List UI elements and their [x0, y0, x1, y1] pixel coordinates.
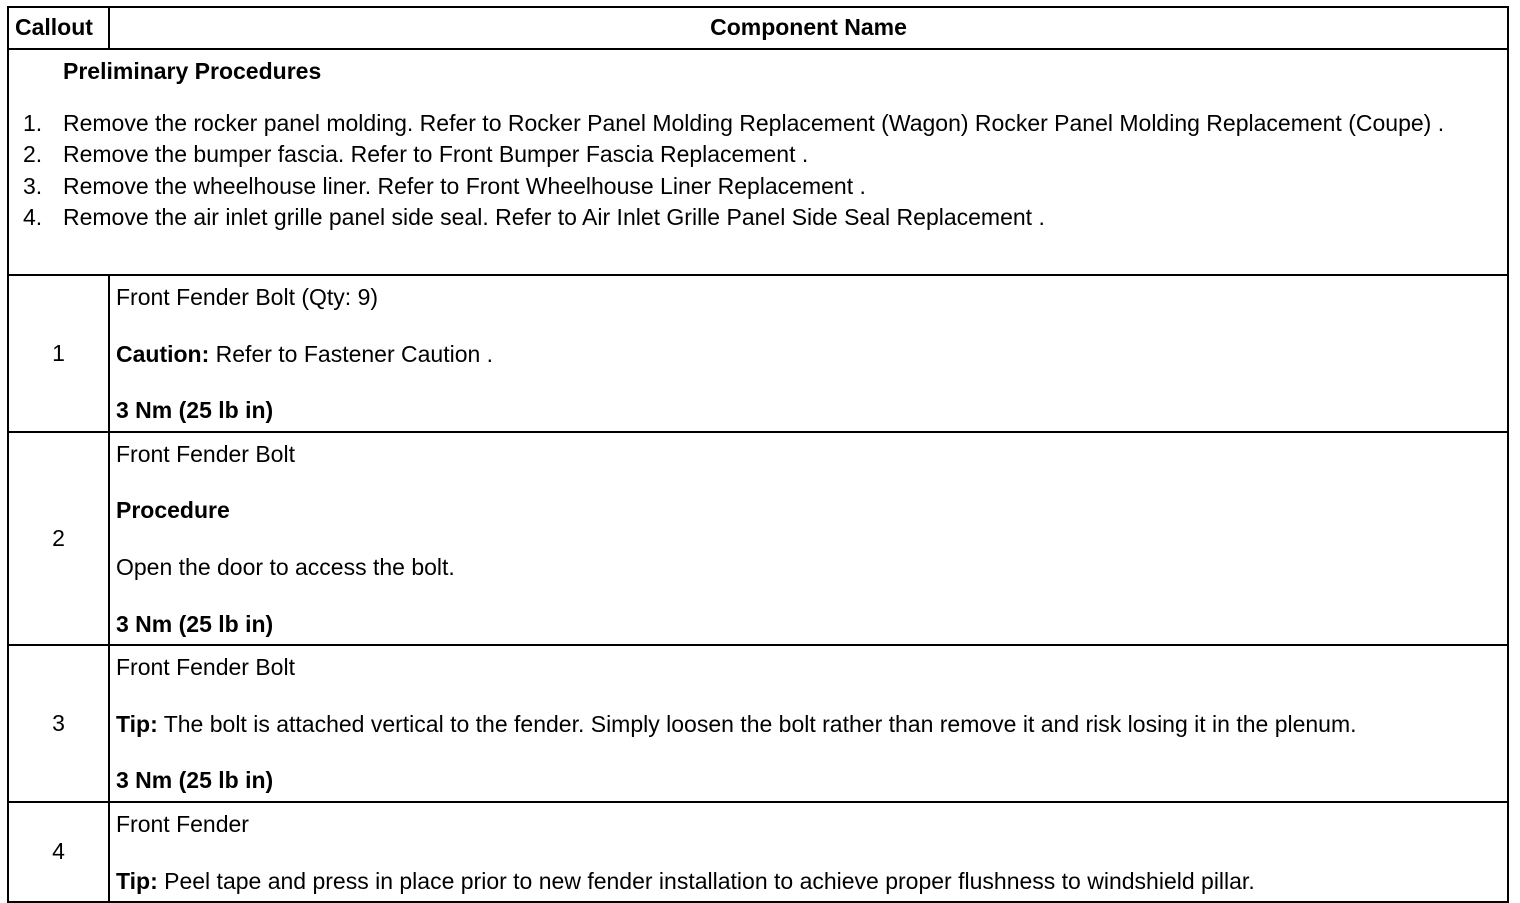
procedure-text: Open the door to access the bolt. — [116, 553, 455, 580]
component-cell — [109, 275, 1508, 432]
preliminary-steps-list — [21, 110, 1497, 232]
component-cell — [109, 802, 1508, 902]
callout-number: 1 — [8, 275, 109, 432]
step-number: 1. — [23, 109, 43, 136]
component-name-column-header: Component Name — [109, 7, 1508, 49]
callout-number: 3 — [8, 645, 109, 802]
component-name: Front Fender Bolt — [116, 654, 295, 681]
torque-spec: 3 Nm (25 lb in) — [116, 610, 274, 637]
list-item — [21, 173, 1497, 201]
component-name: Front Fender Bolt — [116, 440, 295, 467]
list-item — [21, 110, 1497, 138]
note-label: Caution: — [116, 340, 210, 367]
table-row — [8, 802, 1508, 902]
procedure-heading: Procedure — [116, 497, 230, 524]
note-text: The bolt is attached vertical to the fender. Simply loosen the bolt rather than remove it and risk losing it in the plenum. — [157, 710, 1357, 737]
preliminary-procedures-title: Preliminary Procedures — [63, 58, 322, 84]
torque-spec: 3 Nm (25 lb in) — [116, 767, 274, 794]
torque-spec: 3 Nm (25 lb in) — [116, 397, 274, 424]
step-text: Remove the air inlet grille panel side seal. Refer to Air Inlet Grille Panel Side Seal Replacement . — [63, 204, 1045, 231]
component-name: Front Fender Bolt (Qty: 9) — [116, 284, 379, 310]
component-name: Front Fender — [116, 810, 249, 837]
component-cell — [109, 645, 1508, 802]
table-row — [8, 275, 1508, 432]
step-text: Remove the bumper fascia. Refer to Front Bumper Fascia Replacement . — [63, 141, 809, 168]
step-text: Remove the rocker panel molding. Refer to Rocker Panel Molding Replacement (Wagon) Rocker Panel Molding Replacement (Coupe) . — [63, 109, 1445, 136]
note-text: Peel tape and press in place prior to new fender installation to achieve proper flushness to windshield pillar. — [157, 867, 1255, 894]
list-item — [21, 204, 1497, 232]
list-item — [21, 141, 1497, 169]
note-label: Tip: — [116, 867, 158, 894]
note-label: Tip: — [116, 710, 158, 737]
component-cell — [109, 432, 1508, 645]
step-number: 2. — [23, 141, 43, 168]
table-row — [8, 432, 1508, 645]
callout-column-header: Callout — [8, 7, 109, 49]
callout-number: 4 — [8, 802, 109, 902]
preliminary-row — [8, 49, 1508, 275]
step-text: Remove the wheelhouse liner. Refer to Front Wheelhouse Liner Replacement . — [63, 172, 866, 199]
caution-note — [116, 341, 1501, 369]
tip-note — [116, 711, 1501, 739]
step-number: 4. — [23, 204, 43, 231]
step-number: 3. — [23, 172, 43, 199]
component-table — [7, 6, 1509, 903]
tip-note — [116, 868, 1501, 896]
table-header-row — [8, 7, 1508, 49]
preliminary-procedures-cell — [8, 49, 1508, 275]
callout-number: 2 — [8, 432, 109, 645]
note-text: Refer to Fastener Caution . — [209, 340, 494, 367]
table-row — [8, 645, 1508, 802]
